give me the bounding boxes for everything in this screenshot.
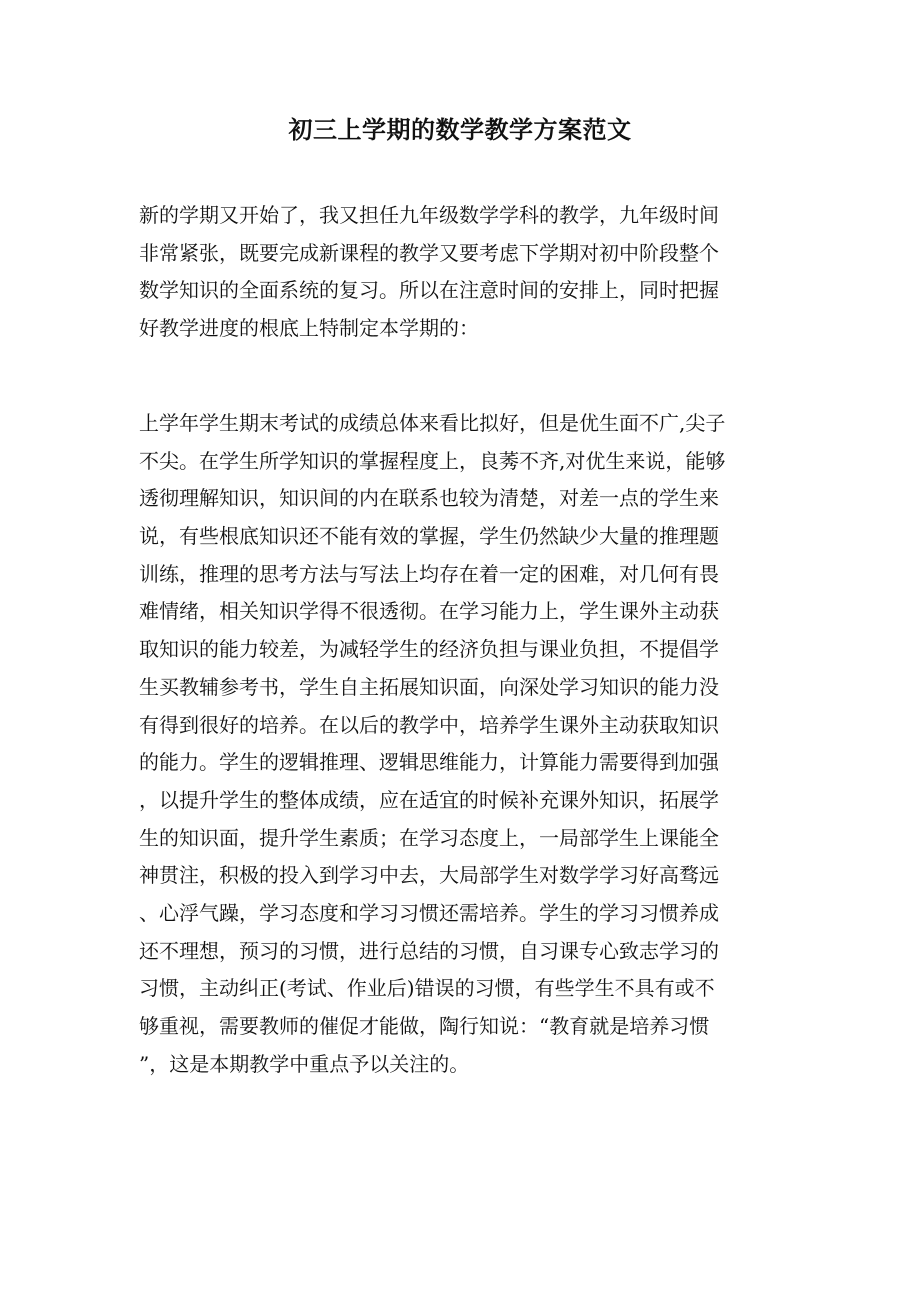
paragraph-line: 难情绪，相关知识学得不很透彻。在学习能力上，学生课外主动获 [139,599,719,624]
paragraph-line: 取知识的能力较差，为减轻学生的经济负担与课业负担，不提倡学 [139,637,719,662]
paragraph-line: 有得到很好的培养。在以后的教学中，培养学生课外主动获取知识 [139,712,719,737]
paragraph-line: 不尖。在学生所学知识的掌握程度上，良莠不齐,对优生来说，能够 [139,448,726,473]
paragraph-line: 够重视，需要教师的催促才能做，陶行知说：“教育就是培养习惯 [139,1014,710,1038]
paragraph-line: 生买教辅参考书，学生自主拓展知识面，向深处学习知识的能力没 [139,674,719,699]
paragraph-line: 新的学期又开始了，我又担任九年级数学学科的教学，九年级时间 [139,203,719,227]
paragraph-line: 非常紧张，既要完成新课程的教学又要考虑下学期对初中阶段整个 [139,240,719,265]
paragraph-line: 还不理想，预习的习惯，进行总结的习惯，自习课专心致志学习的 [139,938,719,963]
document-title: 初三上学期的数学教学方案范文 [288,115,632,144]
paragraph-line: 好教学进度的根底上特制定本学期的： [139,316,479,341]
paragraph-line: 习惯，主动纠正(考试、作业后)错误的习惯，有些学生不具有或不 [139,976,715,1001]
paragraph-line: 透彻理解知识，知识间的内在联系也较为清楚，对差一点的学生来 [139,486,719,511]
paragraph-line: ”，这是本期教学中重点予以关注的。 [139,1051,470,1076]
paragraph-line: 生的知识面，提升学生素质；在学习态度上，一局部学生上课能全 [139,825,719,850]
paragraph-line: 数学知识的全面系统的复习。所以在注意时间的安排上，同时把握 [139,278,719,303]
paragraph-line: 的能力。学生的逻辑推理、逻辑思维能力，计算能力需要得到加强 [139,750,719,775]
paragraph-line: ，以提升学生的整体成绩，应在适宜的时候补充课外知识，拓展学 [139,787,719,812]
paragraph-line: 训练，推理的思考方法与写法上均存在着一定的困难，对几何有畏 [139,561,719,586]
paragraph-line: 说，有些根底知识还不能有效的掌握，学生仍然缺少大量的推理题 [139,524,719,549]
paragraph-line: 、心浮气躁，学习态度和学习习惯还需培养。学生的学习习惯养成 [139,900,719,925]
paragraph-line: 上学年学生期末考试的成绩总体来看比拟好，但是优生面不广,尖子 [139,411,726,435]
paragraph-intro [139,197,779,348]
paragraph-line: 神贯注，积极的投入到学习中去，大局部学生对数学学习好高骛远 [139,863,719,888]
paragraph-analysis [139,405,779,1083]
